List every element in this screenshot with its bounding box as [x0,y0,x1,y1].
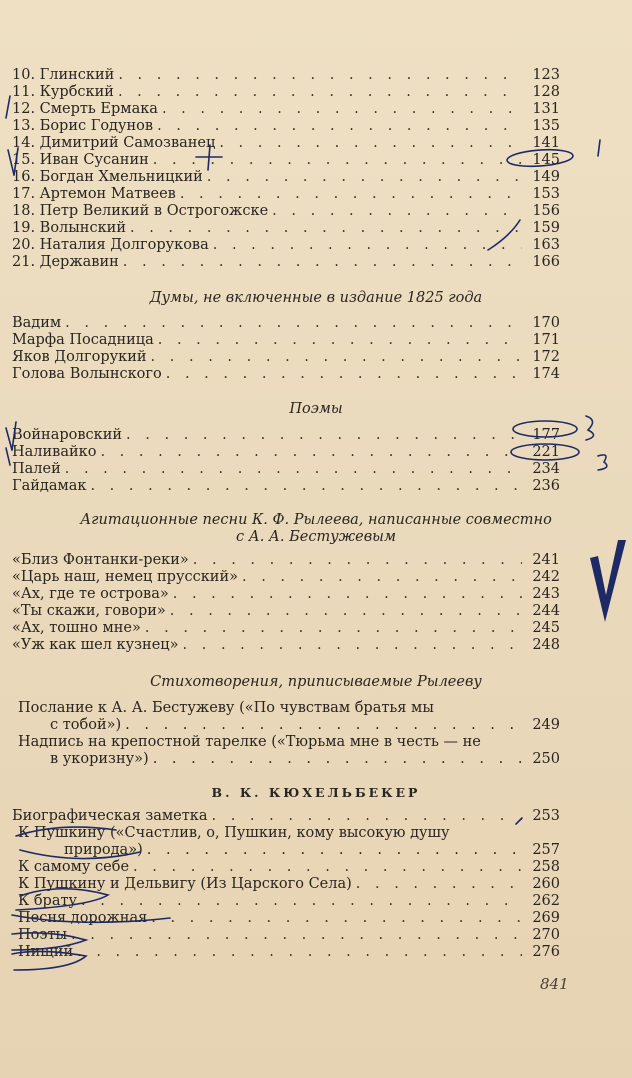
toc-page: 156 [532,203,560,219]
toc-title: «Близ Фонтанки-реки» [12,552,189,568]
toc-entry-line: К Пушкину («Счастлив, о, Пушкин, кому высокую душу [18,825,450,841]
toc-title: Нищий [18,944,74,960]
toc-title: Войнаровский [12,427,123,443]
toc-title: К самому себе [18,859,130,875]
toc-page: 270 [532,927,560,943]
section-heading: Поэмы [289,401,343,417]
author-heading: В. К. КЮХЕЛЬБЕКЕР [211,785,421,800]
toc-title: 18. Петр Великий в Острогожске [12,203,269,219]
toc-page: 135 [532,118,560,134]
toc-title: 15. Иван Сусанин [12,152,149,168]
toc-page: 243 [532,586,560,602]
toc-page: 145 [532,152,560,168]
toc-title: Поэты [18,927,68,943]
toc-page: 234 [532,461,560,477]
toc-title: Наливайко [12,444,97,460]
toc-title: Палей [12,461,61,477]
section-heading-cont: с А. А. Бестужевым [236,529,396,545]
toc-title: 12. Смерть Ермака [12,101,158,117]
toc-title-cont: в укоризну») [50,751,149,767]
toc-page: 236 [532,478,560,494]
toc-title: К Пушкину и Дельвигу (Из Царского Села) [18,876,352,892]
toc-title-cont: с тобой») [50,717,122,733]
toc-title: «Царь наш, немец прусский» [12,569,238,585]
toc-title: «Ах, тошно мне» [12,620,141,636]
toc-page: 260 [532,876,560,892]
toc-page: 250 [532,751,560,767]
toc-page: 149 [532,169,560,185]
toc-page: 248 [532,637,560,653]
toc-page: 249 [532,717,560,733]
toc-page: 159 [532,220,560,236]
toc-page: 242 [532,569,560,585]
toc-title-cont: природа») [64,842,143,858]
toc-page: 253 [532,808,560,824]
toc-page: 276 [532,944,560,960]
toc-title: 20. Наталия Долгорукова [12,237,209,253]
toc-page: 241 [532,552,560,568]
toc-title: Яков Долгорукий [12,349,147,365]
toc-title: 21. Державин [12,254,119,270]
toc-page: 258 [532,859,560,875]
toc-title: 11. Курбский [12,84,114,100]
toc-page: 128 [532,84,560,100]
toc-title: 13. Борис Годунов [12,118,154,134]
toc-title: Голова Волынского [12,366,162,382]
toc-page: 221 [532,444,560,460]
toc-page: 123 [532,67,560,83]
toc-entry-line: Послание к А. А. Бестужеву («По чувствам братья мы [18,700,434,716]
toc-page: 170 [532,315,560,331]
toc-title: «Ах, где те острова» [12,586,169,602]
section-heading: Думы, не включенные в издание 1825 года [149,290,483,306]
toc-title: К брату [18,893,78,909]
toc-page: 172 [532,349,560,365]
toc-page: 174 [532,366,560,382]
toc-page: 141 [532,135,560,151]
toc-page: 163 [532,237,560,253]
toc-page: 131 [532,101,560,117]
toc-title: Марфа Посадница [12,332,154,348]
toc-page: 177 [532,427,560,443]
page-number: 841 [540,975,569,993]
toc-page: 269 [532,910,560,926]
toc-title: 10. Глинский [12,67,115,83]
toc-page: 244 [532,603,560,619]
toc-title: 16. Богдан Хмельницкий [12,169,203,185]
toc-title: «Ты скажи, говори» [12,603,166,619]
toc-page: 166 [532,254,560,270]
toc-page: 153 [532,186,560,202]
toc-title: Гайдамак [12,478,87,494]
toc-title: 14. Димитрий Самозванец [12,135,216,151]
toc-page: 171 [532,332,560,348]
toc-page: 257 [532,842,560,858]
toc-title: «Уж как шел кузнец» [12,637,179,653]
toc-title: Вадим [12,315,62,331]
toc-title: Биографическая заметка [12,808,208,824]
toc-title: 17. Артемон Матвеев [12,186,176,202]
toc-title: Песня дорожная [18,910,148,926]
section-heading: Агитационные песни К. Ф. Рылеева, написанные совместно [80,512,552,528]
section-heading: Стихотворения, приписываемые Рылееву [150,674,482,690]
toc-title: 19. Волынский [12,220,126,236]
toc-page: 262 [532,893,560,909]
toc-entry-line: Надпись на крепостной тарелке («Тюрьма мне в честь — не [18,734,481,750]
toc-page: 245 [532,620,560,636]
